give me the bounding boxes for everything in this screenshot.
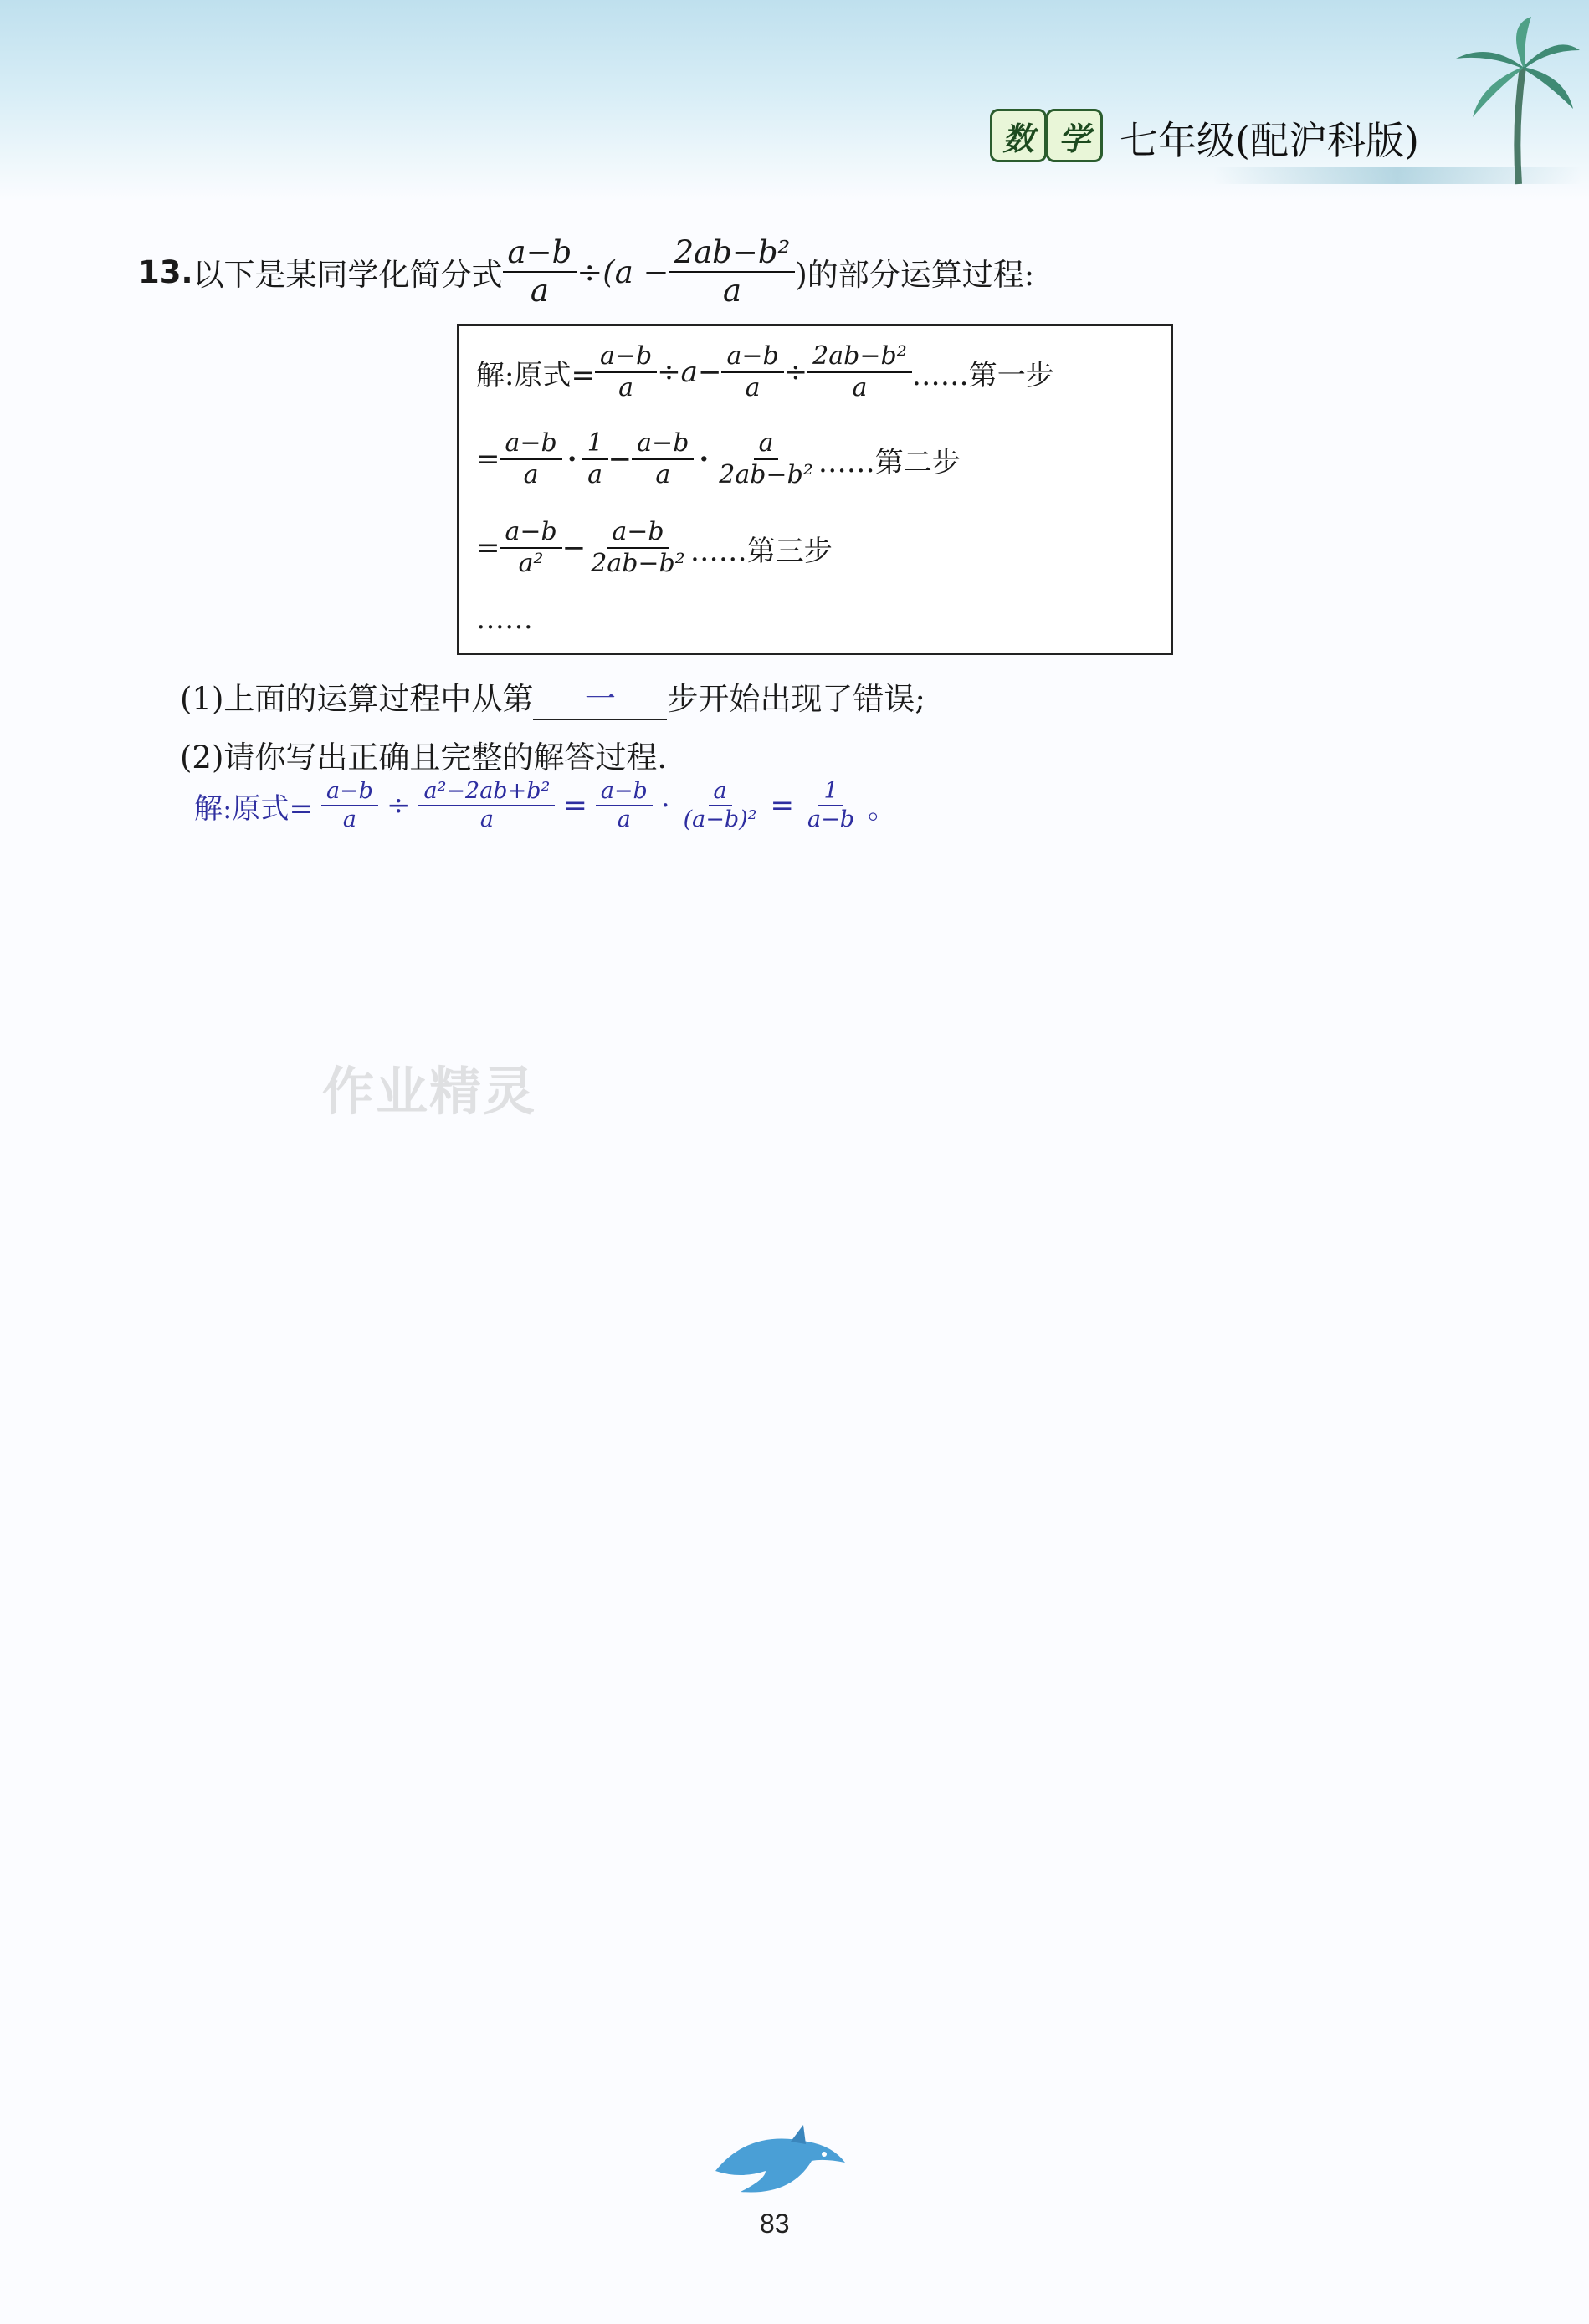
subject-badge-1: 数	[990, 109, 1047, 162]
stem-fraction-2-num: 2ab−b²	[669, 234, 796, 273]
line3-f1-den: a²	[518, 549, 544, 578]
line3-fraction-1	[500, 517, 562, 579]
line3-step: ……第三步	[689, 534, 833, 568]
question-number: 13.	[138, 253, 193, 290]
line2-f3-num: a−b	[632, 428, 694, 460]
answer-f1-den: a	[342, 806, 357, 833]
line1-mid: ÷a−	[657, 356, 722, 389]
line1-fraction-2	[721, 341, 783, 403]
line1-divide: ÷	[783, 356, 808, 389]
line1-f2-den: a	[745, 373, 761, 402]
answer-f4-num: a	[709, 778, 732, 806]
line2-f2-den: a	[587, 460, 603, 489]
answer-equals-2: =	[770, 789, 795, 823]
answer-fraction-5	[802, 778, 859, 834]
answer-solution	[194, 778, 896, 834]
answer-fraction-2	[418, 778, 555, 834]
answer-fraction-1	[321, 778, 378, 834]
part1-answer-blank: 一	[533, 673, 667, 720]
line3-minus: −	[561, 531, 587, 565]
line3-f2-den: 2ab−b²	[591, 549, 685, 578]
line4-ellipsis: ……	[476, 602, 533, 636]
stem-fraction-2-den: a	[722, 273, 741, 310]
line3-prefix: =	[476, 531, 500, 565]
stem-fraction-2	[669, 234, 796, 310]
line3-f2-num: a−b	[607, 517, 669, 549]
line2-f3-den: a	[655, 460, 671, 489]
line2-fraction-2	[582, 428, 608, 490]
line1-f2-num: a−b	[721, 341, 783, 373]
answer-prefix: 解:原式=	[194, 791, 313, 826]
page-header	[0, 0, 1589, 201]
stem-fraction-1	[503, 234, 577, 310]
question-intro: 以下是某同学化简分式	[192, 257, 503, 294]
line1-fraction-1	[595, 341, 657, 403]
student-work-box	[457, 324, 1173, 655]
question-stem	[138, 234, 1034, 310]
answer-f5-den: a−b	[807, 806, 855, 833]
grade-label: 七年级(配沪科版)	[1120, 118, 1419, 163]
line2-fraction-3	[632, 428, 694, 490]
stem-divide: ÷(a −	[577, 253, 669, 290]
stem-fraction-1-num: a−b	[503, 234, 577, 273]
line3-f1-num: a−b	[500, 517, 562, 549]
line2-f1-num: a−b	[500, 428, 562, 460]
work-line-4	[476, 602, 533, 636]
part-2: (2)请你写出正确且完整的解答过程.	[180, 740, 668, 776]
line1-f1-num: a−b	[595, 341, 657, 373]
part1-prefix: (1)上面的运算过程中从第	[180, 681, 534, 717]
line2-dot-1: ·	[566, 443, 577, 476]
line1-f1-den: a	[618, 373, 634, 402]
dolphin-icon	[707, 2121, 858, 2213]
part-1	[180, 673, 925, 720]
answer-f3-num: a−b	[596, 778, 653, 806]
page-number: 83	[760, 2209, 790, 2239]
answer-f1-num: a−b	[321, 778, 378, 806]
stem-fraction-1-den: a	[530, 273, 549, 310]
line1-fraction-3	[807, 341, 912, 403]
answer-equals-1: =	[563, 789, 587, 823]
answer-f2-num: a²−2ab+b²	[418, 778, 555, 806]
line2-fraction-1	[500, 428, 562, 490]
palm-tree-icon	[1439, 17, 1581, 192]
line2-f2-num: 1	[582, 428, 608, 460]
answer-divide: ÷	[386, 789, 411, 823]
line1-f3-num: 2ab−b²	[807, 341, 912, 373]
answer-f5-num: 1	[818, 778, 843, 806]
answer-dot: ·	[660, 789, 670, 823]
answer-f4-den: (a−b)²	[683, 806, 757, 833]
line1-prefix: 解:原式=	[476, 358, 595, 392]
line2-step: ……第二步	[818, 445, 961, 479]
work-line-1	[476, 341, 1054, 403]
answer-f2-den: a	[479, 806, 494, 833]
part1-suffix: 步开始出现了错误;	[667, 681, 925, 717]
line2-f4-den: 2ab−b²	[719, 460, 813, 489]
line2-f4-num: a	[754, 428, 779, 460]
line2-minus: −	[607, 443, 633, 476]
answer-fraction-4	[679, 778, 762, 834]
line2-dot-2: ·	[699, 443, 710, 476]
answer-f3-den: a	[617, 806, 631, 833]
line3-fraction-2	[586, 517, 690, 579]
line1-step: ……第一步	[911, 358, 1054, 392]
subject-badge-2: 学	[1046, 109, 1103, 162]
watermark: 作业精灵	[322, 1061, 537, 1122]
line1-f3-den: a	[852, 373, 868, 402]
line2-fraction-4	[714, 428, 818, 490]
work-line-2	[476, 428, 961, 490]
line2-f1-den: a	[523, 460, 539, 489]
line2-prefix: =	[476, 443, 500, 476]
work-line-3	[476, 517, 833, 579]
answer-fraction-3	[596, 778, 653, 834]
question-outro: )的部分运算过程:	[795, 257, 1035, 294]
answer-end: 。	[868, 791, 897, 826]
